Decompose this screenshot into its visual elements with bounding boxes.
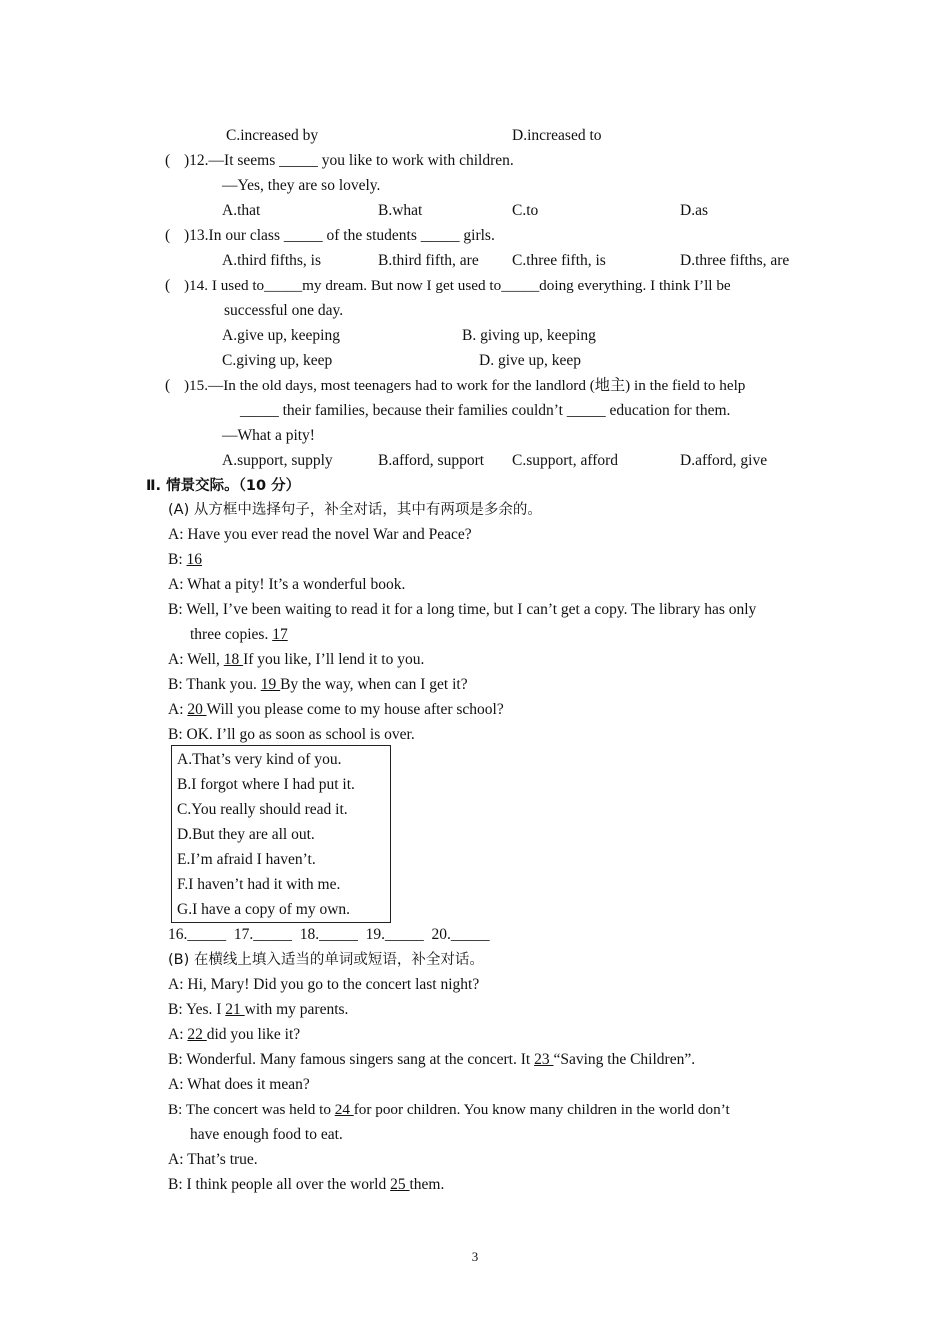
blank-23: 23 xyxy=(534,1051,554,1068)
part-b-line-1: A: Hi, Mary! Did you go to the concert last night? xyxy=(168,976,480,993)
q14-option-c: C.giving up, keep xyxy=(222,352,333,369)
part-b-line-7: have enough food to eat. xyxy=(190,1126,343,1143)
blank-24: 24 xyxy=(334,1101,354,1118)
q15-option-a: A.support, supply xyxy=(222,452,333,469)
q13-option-c: C.three fifth, is xyxy=(512,252,606,269)
part-a-line-4: B: Well, I’ve been waiting to read it for a long time, but I can’t get a copy. The library has only xyxy=(168,601,757,618)
part-a-line-7 xyxy=(168,675,468,695)
q14-stem: )14. I used to_____my dream. But now I get used to_____doing everything. I think I’ll be xyxy=(184,277,731,294)
part-a-instruction: (A) 从方框中选择句子，补全对话，其中有两项是多余的。 xyxy=(168,502,542,518)
part-a-line-2 xyxy=(168,550,202,570)
line-text: If you like, I’ll lend it to you. xyxy=(243,651,425,668)
q14-option-d: D. give up, keep xyxy=(479,352,582,369)
line-text: Will you please come to my house after school? xyxy=(206,701,504,718)
part-b-line-3 xyxy=(168,1025,300,1045)
q15-answer-paren: ( xyxy=(165,377,171,394)
q11-option-c: C.increased by xyxy=(226,127,319,144)
line-text: “Saving the Children”. xyxy=(553,1051,696,1068)
line-text: for poor children. You know many children in the world don’t xyxy=(353,1101,730,1118)
q13-stem: )13.In our class _____ of the students _____ girls. xyxy=(184,227,495,244)
q15-option-b: B.afford, support xyxy=(378,452,485,469)
option-e: E.I’m afraid I haven’t. xyxy=(177,851,316,868)
q12-stem: )12.—It seems _____ you like to work with children. xyxy=(184,152,514,169)
q12-option-b: B.what xyxy=(378,202,423,219)
part-a-line-8 xyxy=(168,700,504,720)
line-text: B: The concert was held to xyxy=(168,1101,335,1118)
line-text: B: Thank you. xyxy=(168,676,261,693)
q13-option-a: A.third fifths, is xyxy=(222,252,322,269)
part-a-line-6 xyxy=(168,650,424,670)
q15-reply: —What a pity! xyxy=(222,427,315,444)
option-d: D.But they are all out. xyxy=(177,826,315,843)
q14-option-a: A.give up, keeping xyxy=(222,327,340,344)
q13-option-d: D.three fifths, are xyxy=(680,252,790,269)
q15-stem: )15.—In the old days, most teenagers had to work for the landlord (地主) in the field to help xyxy=(184,377,746,394)
page-number: 3 xyxy=(471,1249,479,1264)
part-b-line-9 xyxy=(168,1175,444,1195)
q12-reply: —Yes, they are so lovely. xyxy=(222,177,381,194)
blank-19: 19 xyxy=(260,676,281,693)
line-text: B: Yes. I xyxy=(168,1001,226,1018)
part-b-line-5: A: What does it mean? xyxy=(168,1076,310,1093)
blank-20: 20 xyxy=(187,701,207,718)
q15-stem-continued: _____ their families, because their families couldn’t _____ education for them. xyxy=(240,402,731,419)
option-a: A.That’s very kind of you. xyxy=(177,751,342,768)
q15-option-c: C.support, afford xyxy=(512,452,619,469)
q11-option-d: D.increased to xyxy=(512,127,602,144)
part-b-line-6 xyxy=(168,1100,730,1120)
part-a-line-9: B: OK. I’ll go as soon as school is over. xyxy=(168,726,415,743)
option-g: G.I have a copy of my own. xyxy=(177,901,351,918)
q13-answer-paren: ( xyxy=(165,227,171,244)
option-f: F.I haven’t had it with me. xyxy=(177,876,341,893)
q12-option-a: A.that xyxy=(222,202,261,219)
part-b-line-2 xyxy=(168,1000,348,1020)
option-c: C.You really should read it. xyxy=(177,801,348,818)
line-text: By the way, when can I get it? xyxy=(280,676,468,693)
line-text: A: xyxy=(168,1026,188,1043)
answer-blanks-16-20: 16._____ 17._____ 18._____ 19._____ 20._____ xyxy=(168,926,490,943)
line-text: three copies. xyxy=(190,626,273,643)
line-text: A: Well, xyxy=(168,651,224,668)
option-b: B.I forgot where I had put it. xyxy=(177,776,355,793)
part-a-line-1: A: Have you ever read the novel War and Peace? xyxy=(168,526,472,543)
blank-17: 17 xyxy=(272,626,288,643)
line-text: B: I think people all over the world xyxy=(168,1176,391,1193)
line-text: them. xyxy=(409,1176,445,1193)
line-text: B: Wonderful. Many famous singers sang at the concert. It xyxy=(168,1051,535,1068)
part-b-line-4 xyxy=(168,1050,695,1070)
line-text: with my parents. xyxy=(244,1001,349,1018)
section-2-title: Ⅱ. 情景交际。（10 分） xyxy=(146,478,301,494)
part-a-line-3: A: What a pity! It’s a wonderful book. xyxy=(168,576,406,593)
q14-stem-continued: successful one day. xyxy=(224,302,344,319)
q12-option-d: D.as xyxy=(680,202,708,219)
blank-21: 21 xyxy=(225,1001,245,1018)
q12-answer-paren: ( xyxy=(165,152,171,169)
q12-option-c: C.to xyxy=(512,202,539,219)
q14-option-b: B. giving up, keeping xyxy=(462,327,596,344)
part-a-line-5 xyxy=(190,625,288,645)
q15-option-d: D.afford, give xyxy=(680,452,768,469)
q14-answer-paren: ( xyxy=(165,277,171,294)
speaker-prefix: B: xyxy=(168,551,187,568)
part-b-instruction: (B) 在横线上填入适当的单词或短语，补全对话。 xyxy=(168,952,484,968)
blank-16: 16 xyxy=(186,551,203,568)
line-text: A: xyxy=(168,701,188,718)
part-b-line-8: A: That’s true. xyxy=(168,1151,258,1168)
blank-25: 25 xyxy=(390,1176,410,1193)
blank-18: 18 xyxy=(223,651,244,668)
line-text: did you like it? xyxy=(206,1026,301,1043)
blank-22: 22 xyxy=(187,1026,207,1043)
q13-option-b: B.third fifth, are xyxy=(378,252,479,269)
